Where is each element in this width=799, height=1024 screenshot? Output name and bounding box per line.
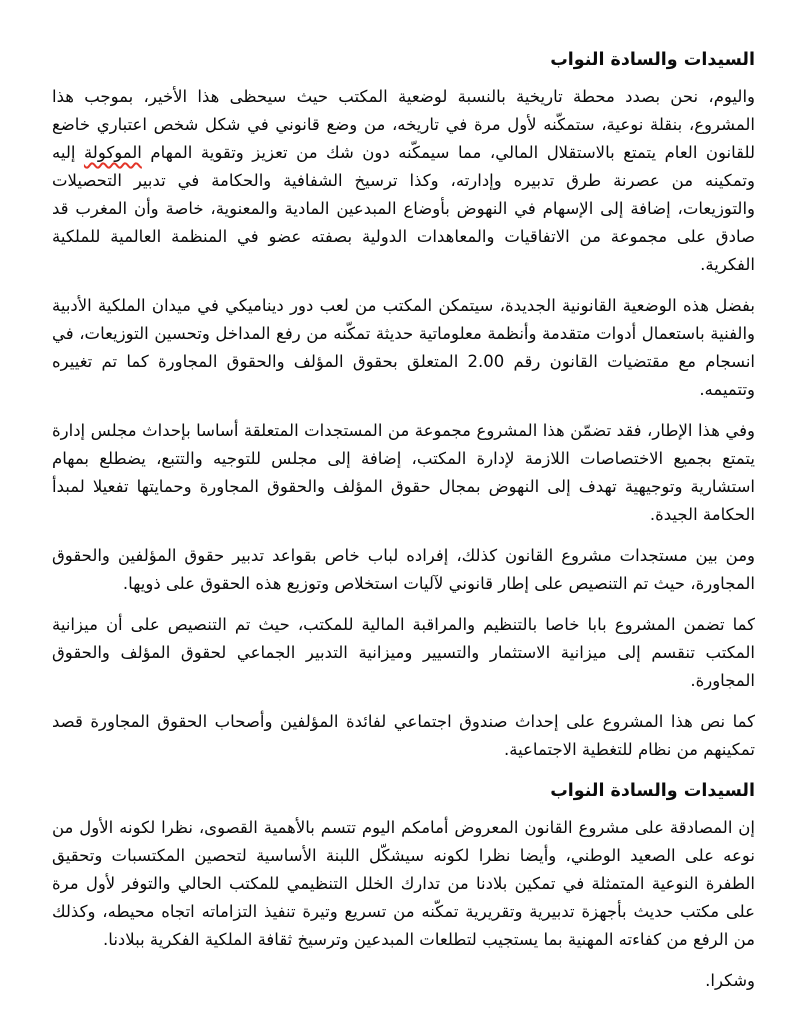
paragraph-budget-organization: كما تضمن المشروع بابا خاصا بالتنظيم والمراقبة المالية للمكتب، حيث تم التنصيص على أن ميزانية المكتب تنقسم إلى ميزانية الاستثمار والتسيير وميزانية التدبير الجماعي لحقوق المؤلف والحقوق المجاورة.: [52, 615, 755, 690]
paragraph-office-status: [52, 83, 755, 279]
paragraph-text-before-misspelling: واليوم، نحن بصدد محطة تاريخية بالنسبة لوضعية المكتب حيث سيحظى هذا الأخير، بموجب هذا المشروع، بنقلة نوعية، ستمكّنه لأول مرة في تاريخه، من وضع قانوني في شكل شخص اعتباري خاضع للقانون العام يتمتع بالاستقلال المالي، مما سيمكّنه دون شك من تعزيز وتقوية المهام: [52, 87, 756, 162]
paragraph-new-legal-status: بفضل هذه الوضعية القانونية الجديدة، سيتمكن المكتب من لعب دور ديناميكي في ميدان الملكية الأدبية والفنية باستعمال أدوات متقدمة وأنظمة معلوماتية حديثة تمكّنه من رفع المداخل وتحسين التوزيعات، في انسجام مع مقتضيات القانون رقم 2.00 المتعلق بحقوق المؤلف والحقوق المجاورة كما تم تغييره وتتميمه.: [52, 296, 755, 399]
closing-thanks: وشكرا.: [705, 971, 755, 990]
paragraph-social-fund: كما نص هذا المشروع على إحداث صندوق اجتماعي لفائدة المؤلفين وأصحاب الحقوق المجاورة قصد تمكينهم من نظام للتغطية الاجتماعية.: [52, 712, 755, 759]
paragraph-text-after-misspelling: إليه وتمكينه من عصرنة طرق تدبيره وإدارته، وكذا ترسيخ الشفافية والحكامة في تدبير التحصيلات والتوزيعات، إضافة إلى الإسهام في النهوض بأوضاع المبدعين المادية والمعنوية، خاصة وأن المغرب قد صادق على مجموعة من الاتفاقيات والمعاهدات الدولية بصفته عضو في المنظمة العالمية للملكية الفكرية.: [52, 143, 755, 274]
paragraph-board-of-directors: وفي هذا الإطار، فقد تضمّن هذا المشروع مجموعة من المستجدات المتعلقة أساسا بإحداث مجلس إدارة يتمتع بجميع الاختصاصات اللازمة لإدارة المكتب، إضافة إلى مجلس للتوجيه والتتبع، يضطلع بمهام استشارية وتوجيهية تهدف إلى النهوض بمجال حقوق المؤلف والحقوق المجاورة وحمايتها تفعيلا لمبدأ الحكامة الجيدة.: [52, 421, 755, 524]
paragraph-rights-management-chapter: ومن بين مستجدات مشروع القانون كذلك، إفراده لباب خاص بقواعد تدبير حقوق المؤلفين والحقوق المجاورة، حيث تم التنصيص على إطار قانوني لآليات استخلاص وتوزيع هذه الحقوق على ذويها.: [52, 546, 755, 593]
section-heading-address-2: السيدات والسادة النواب: [550, 781, 755, 801]
section-heading-address-1: السيدات والسادة النواب: [550, 50, 755, 70]
paragraph-importance-of-approval: إن المصادقة على مشروع القانون المعروض أمامكم اليوم تتسم بالأهمية القصوى، نظرا لكونه الأول من نوعه على الصعيد الوطني، وأيضا نظرا لكونه سيشكّل اللبنة الأساسية لتحصين المكتسبات وتحقيق الطفرة النوعية المتمثلة في تمكين بلادنا من تدارك الخلل التنظيمي للمكتب الحالي والتوفر لأول مرة على مكتب حديث بأجهزة تدبيرية وتقريرية تمكّنه من تسريع وتيرة تنفيذ التزاماته اتجاه محيطه، وكذلك من الرفع من كفاءته المهنية بما يستجيب لتطلعات المبدعين وترسيخ ثقافة الملكية الفكرية ببلادنا.: [52, 818, 755, 949]
misspelled-word-underline: الموكولة: [83, 143, 142, 162]
